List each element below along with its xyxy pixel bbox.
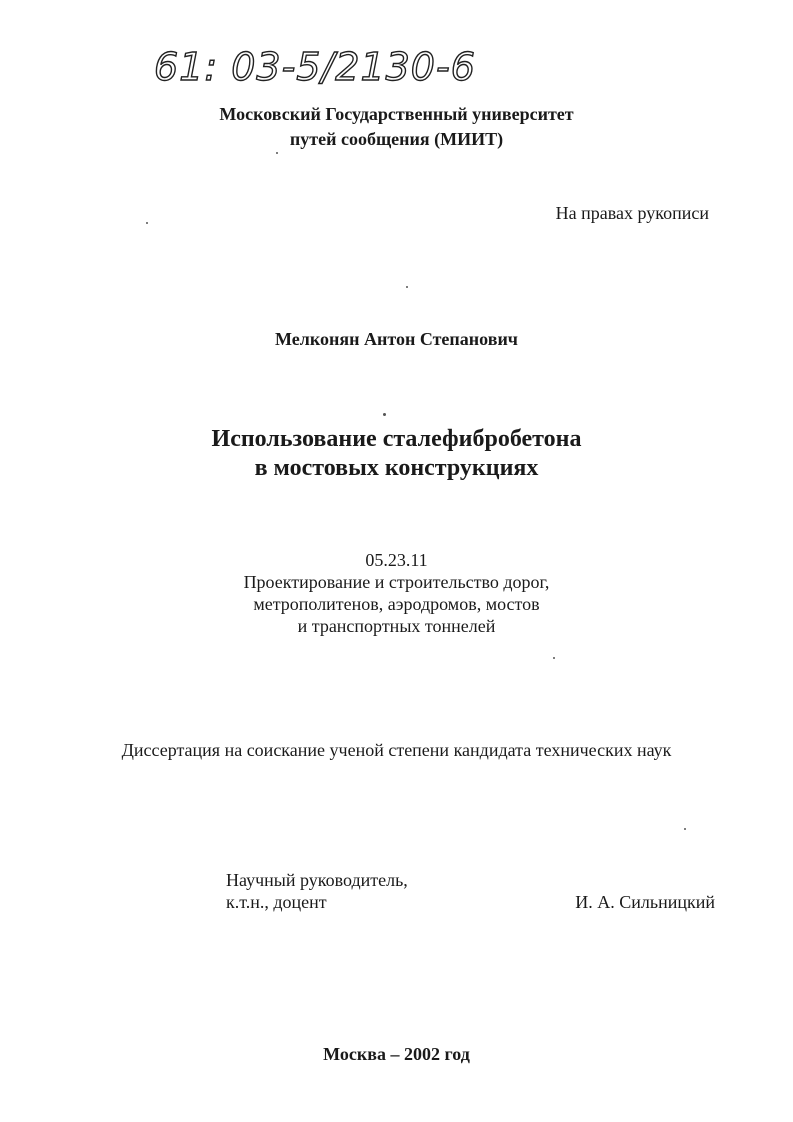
scan-speck: [553, 657, 555, 659]
advisor-role-line-1: Научный руководитель,: [226, 870, 408, 890]
specialty-line-1: Проектирование и строительство дорог,: [243, 572, 550, 592]
dissertation-title: [0, 425, 793, 483]
title-line-2: в мостовых конструкциях: [254, 455, 539, 481]
handwritten-catalog-text: 61: 03-5/2130-6: [154, 45, 476, 89]
dissertation-statement: Диссертация на соискание ученой степени кандидата технических наук: [121, 740, 672, 760]
scan-speck: [684, 828, 686, 830]
specialty-line-3: и транспортных тоннелей: [297, 616, 496, 636]
scan-speck: [383, 413, 386, 416]
handwritten-catalog-svg: [150, 36, 490, 92]
scan-speck: [146, 222, 148, 224]
rights-notice: На правах рукописи: [555, 203, 709, 223]
university-line-2: путей сообщения (МИИТ): [289, 129, 504, 149]
scan-speck: [276, 152, 278, 154]
advisor-name: И. А. Сильницкий: [575, 892, 715, 912]
advisor-role-line-2: к.т.н., доцент: [226, 892, 327, 912]
title-line-1: Использование сталефибробетона: [211, 426, 582, 452]
specialty-code: 05.23.11: [365, 550, 428, 570]
specialty-line-2: метрополитенов, аэродромов, мостов: [253, 594, 540, 614]
university-line-1: Московский Государственный университет: [219, 104, 574, 124]
author-name: Мелконян Антон Степанович: [275, 329, 518, 349]
university-name: [0, 102, 793, 152]
specialty-block: [0, 549, 793, 637]
handwritten-catalog-number: [150, 36, 490, 92]
city-year: Москва – 2002 год: [323, 1044, 470, 1064]
scan-speck: [406, 286, 408, 288]
advisor-role: [226, 869, 408, 913]
